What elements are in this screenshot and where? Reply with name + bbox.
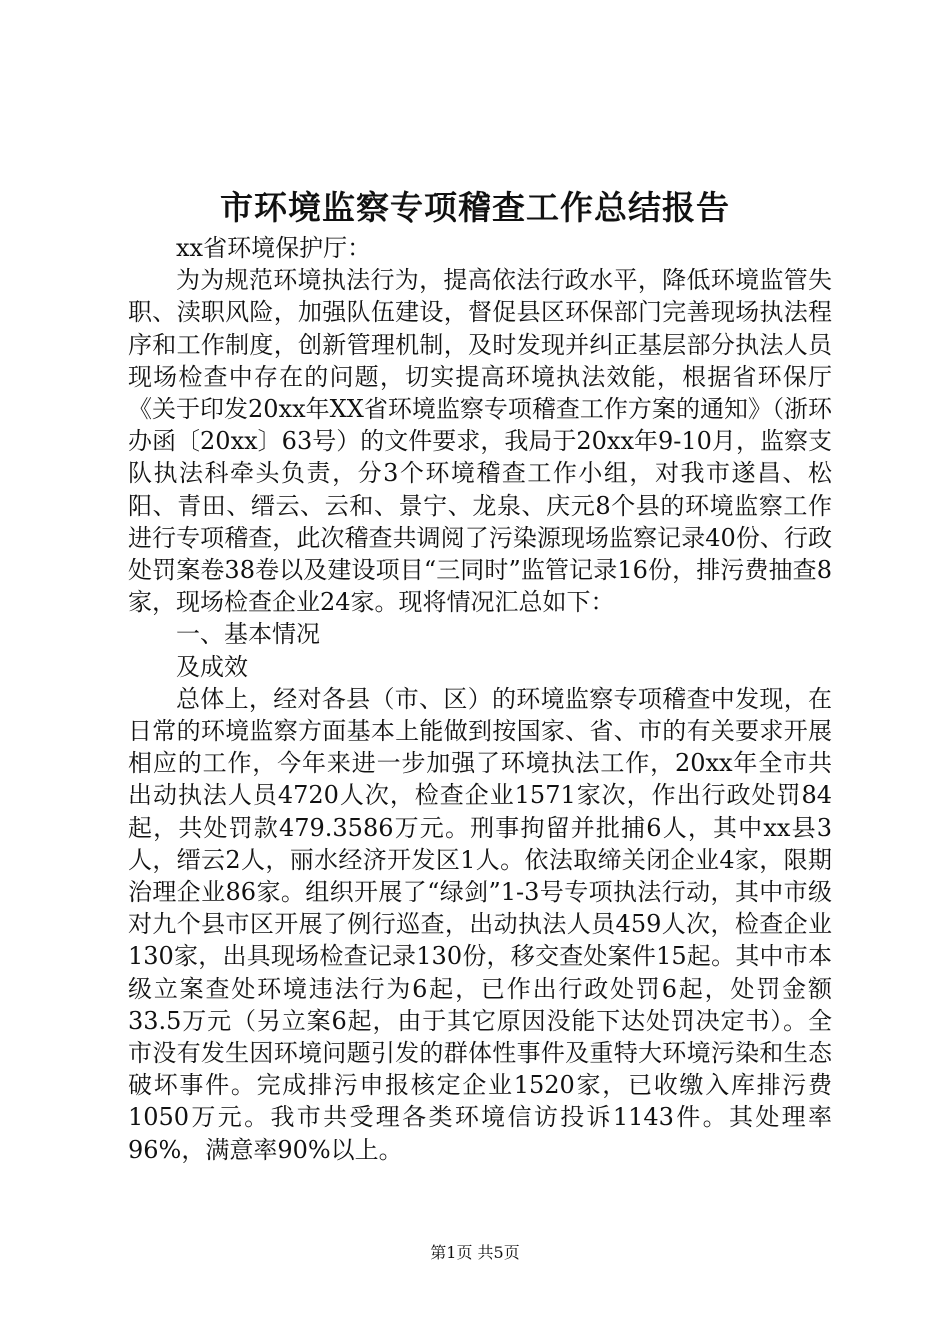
section-heading-basic: 一、基本情况 (176, 620, 320, 649)
document-body (128, 232, 832, 1166)
salutation: xx省环境保护厅： (176, 234, 372, 262)
summary-paragraph: 总体上，经对各县（市、区）的环境监察专项稽查中发现，在日常的环境监察方面基本上能做到按国家、省、市的有关要求开展相应的工作，今年来进一步加强了环境执法工作，20xx年全市共出动执法人员4720人次，检查企业1571家次，作出行政处罚84起，共处罚款479.3586万元。刑事拘留并批捕6人，其中xx县3人，缙云2人，丽水经济开发区1人。依法取缔关闭企业4家，限期治理企业86家。组织开展了“绿剑”1-3号专项执法行动，其中市级对九个县市区开展了例行巡查，出动执法人员459人次，检查企业130家，出具现场检查记录130份，移交查处案件15起。其中市本级立案查处环境违法行为6起，已作出行政处罚6起，处罚金额33.5万元（另立案6起，由于其它原因没能下达处罚决定书）。全市没有发生因环境问题引发的群体性事件及重特大环境污染和生态破坏事件。完成排污申报核定企业1520家，已收缴入库排污费1050万元。我市共受理各类环境信访投诉1143件。其处理率96%，满意率90%以上。 (128, 684, 832, 1164)
document-title: 市环境监察专项稽查工作总结报告 (220, 188, 730, 227)
intro-paragraph: 为为规范环境执法行为，提高依法行政水平，降低环境监管失职、渎职风险，加强队伍建设，督促县区环保部门完善现场执法程序和工作制度，创新管理机制，及时发现并纠正基层部分执法人员现场检查中存在的问题，切实提高环境执法效能，根据省环保厅《关于印发20xx年XX省环境监察专项稽查工作方案的通知》（浙环办函〔20xx〕63号）的文件要求，我局于20xx年9-10月，监察支队执法科牵头负责，分3个环境稽查工作小组，对我市遂昌、松阳、青田、缙云、云和、景宁、龙泉、庆元8个县的环境监察工作进行专项稽查，此次稽查共调阅了污染源现场监察记录40份、行政处罚案卷38卷以及建设项目“三同时”监管记录16份，排污费抽查8家，现场检查企业24家。现将情况汇总如下： (128, 266, 832, 617)
page-indicator: 第1页 共5页 (430, 1243, 520, 1262)
section-heading-results: 及成效 (176, 652, 248, 681)
